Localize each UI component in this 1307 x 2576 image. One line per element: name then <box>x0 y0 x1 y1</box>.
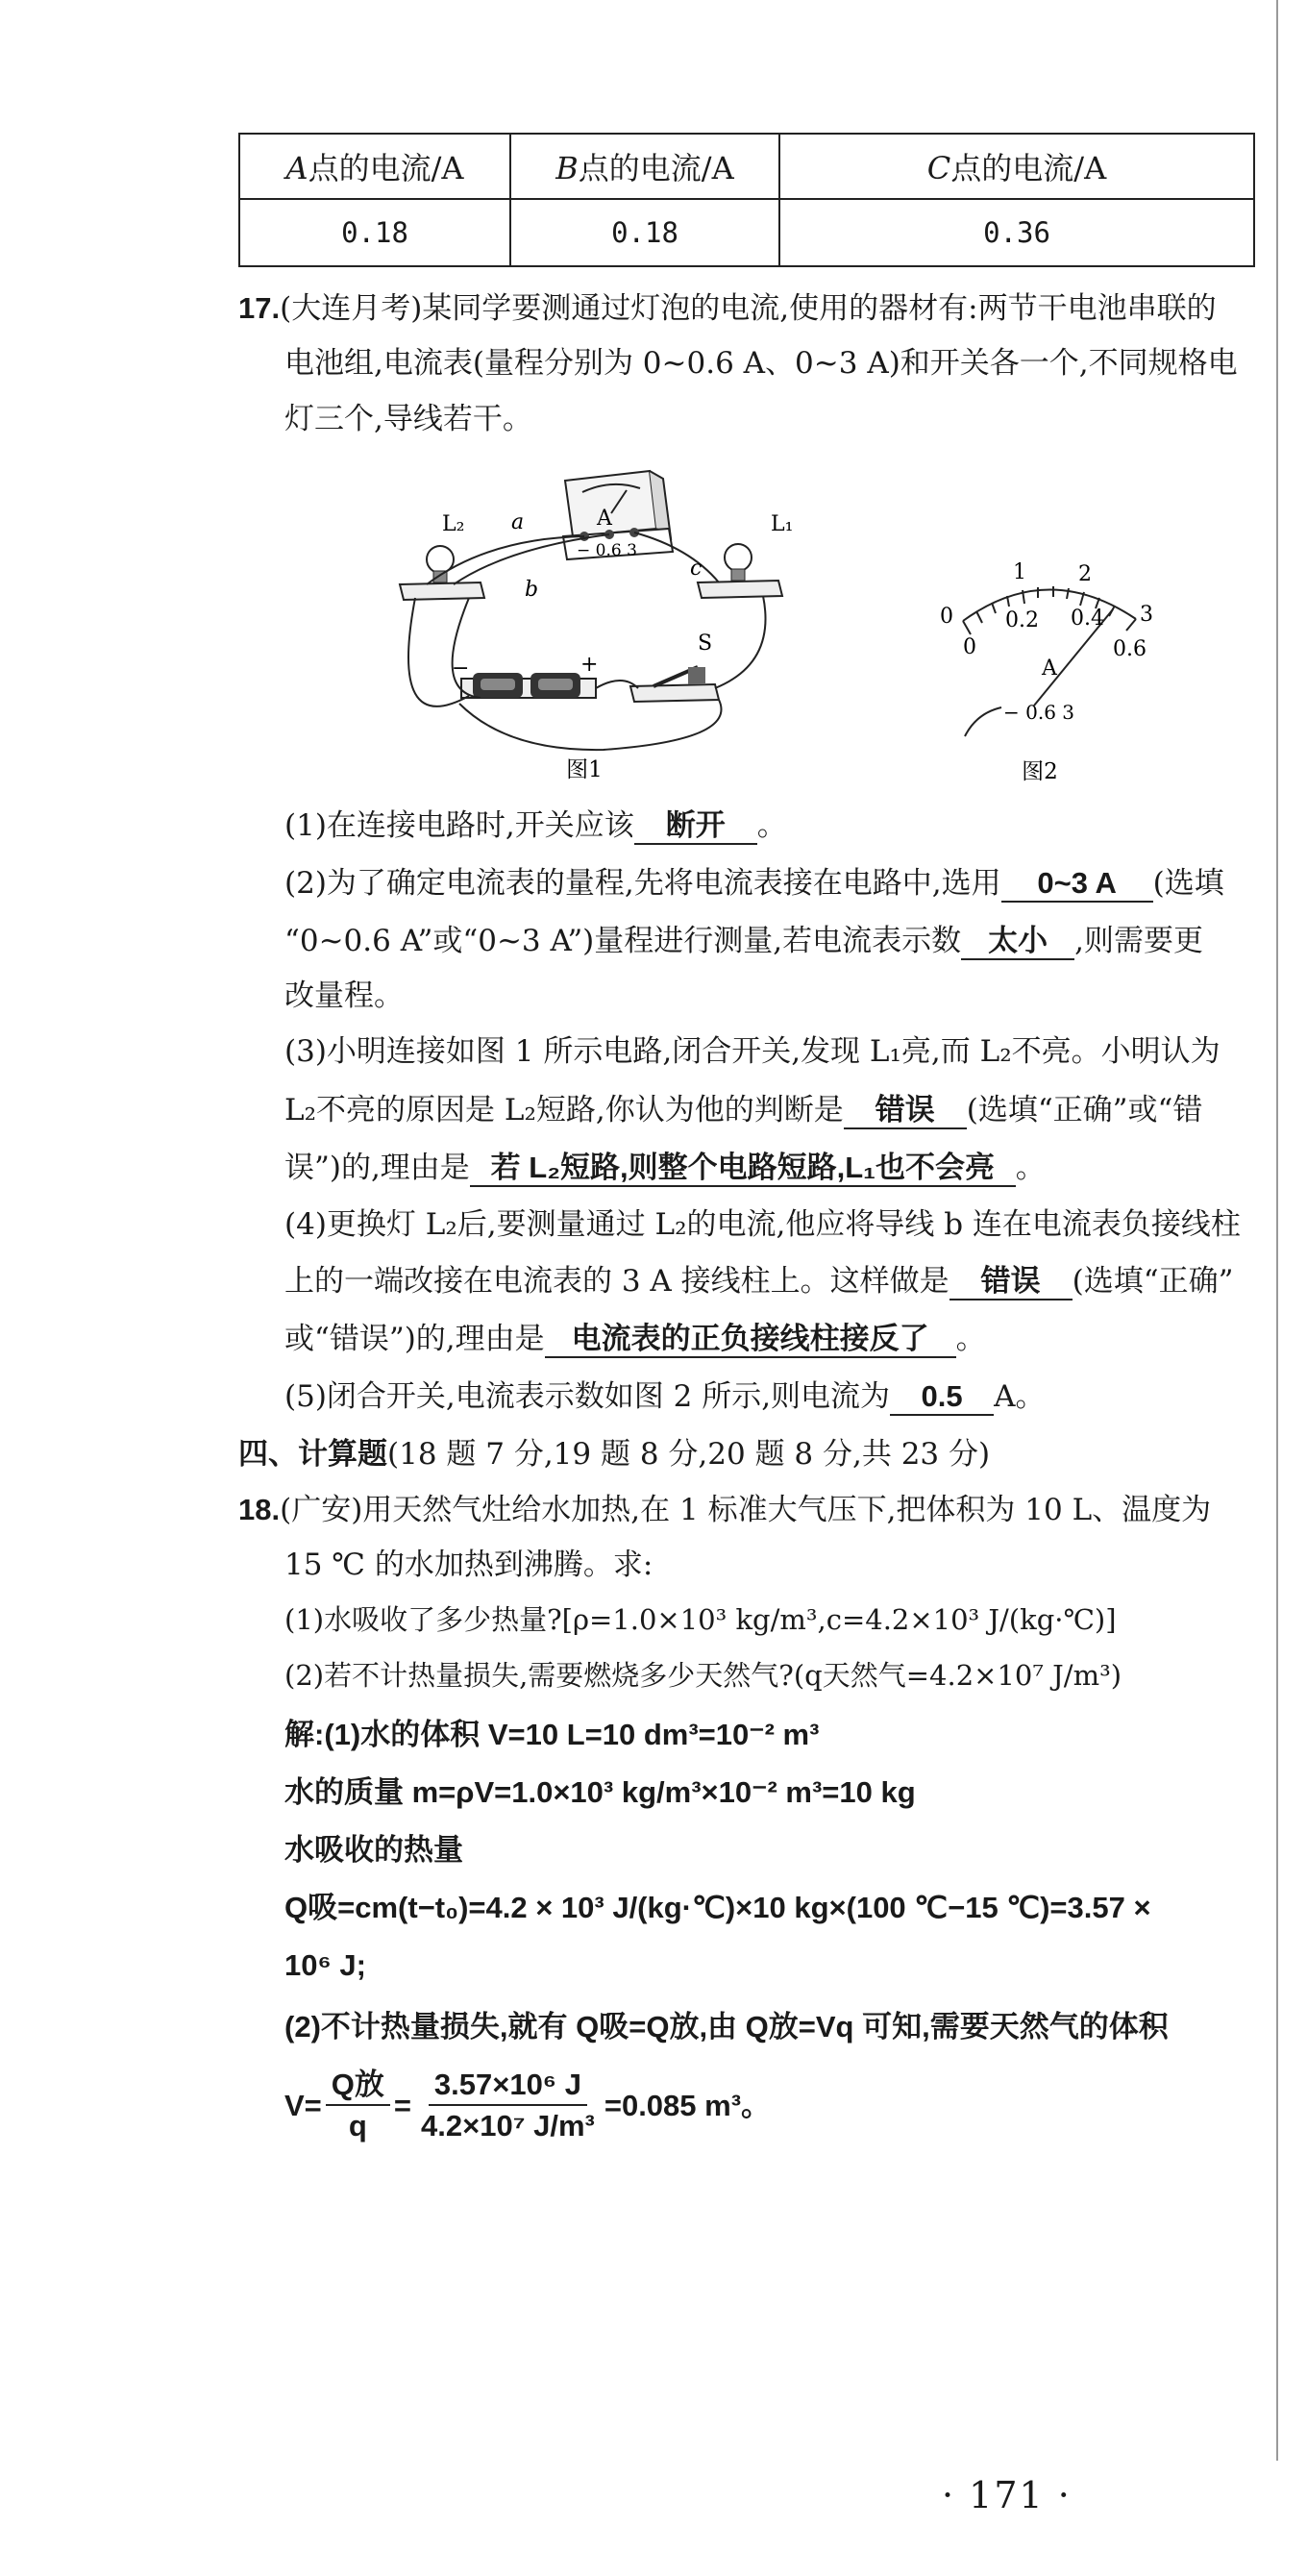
dial-ticks <box>963 586 1136 634</box>
figure-1-circuit <box>392 452 805 788</box>
q17-part-1: (1)在连接电路时,开关应该 断开 。 <box>284 807 787 845</box>
page-edge-rule <box>1276 0 1278 2461</box>
figure-1-caption: 图1 <box>566 757 603 782</box>
dial-bottom-06: 0.6 <box>1113 637 1147 661</box>
lamp-l2-label: L₂ <box>442 512 465 536</box>
figure-2-caption: 图2 <box>1022 759 1058 784</box>
q18-line-2: 15 ℃ 的水加热到沸腾。求: <box>284 1548 654 1582</box>
battery-plus-label: + <box>580 653 599 677</box>
q17-line-2: 电池组,电流表(量程分别为 0~0.6 A、0~3 A)和开关各一个,不同规格电 <box>284 346 1238 381</box>
switch-label: S <box>698 632 713 656</box>
figure-2-ammeter-dial <box>934 548 1165 788</box>
answer-blank-4b: 电流表的正负接线柱接反了 <box>545 1321 956 1358</box>
dial-bottom-04: 0.4 <box>1071 607 1104 631</box>
dial-top-1: 1 <box>1013 560 1026 584</box>
header-c: C点的电流/A <box>779 134 1254 199</box>
q17-part-4-line-2: 上的一端改接在电流表的 3 A 接线柱上。这样做是 错误 (选填“正确” <box>284 1263 1233 1300</box>
fraction-q-over-q: $\frac{\text{Q放}}{q}$ <box>326 2067 390 2143</box>
q17-part-4-line-1: (4)更换灯 L₂后,要测量通过 L₂的电流,他应将导线 b 连在电流表负接线柱 <box>284 1207 1241 1242</box>
solution-line-7: V= $\frac{\text{Q放}}{q}$ = $\frac{\text{3.57×10⁶ J}}{\text{4.2×10⁷ J/m³}}$ =0.085 m³。 <box>284 2068 772 2143</box>
q18-sub-1: (1)水吸收了多少热量?[ρ=1.0×10³ kg/m³,c=4.2×10³ J/(kg·℃)] <box>284 1603 1117 1636</box>
q17-part-3-line-1: (3)小明连接如图 1 所示电路,闭合开关,发现 L₁亮,而 L₂不亮。小明认为 <box>284 1034 1221 1069</box>
q17-part-2-line-3: 改量程。 <box>284 978 404 1013</box>
q17-number: 17. <box>238 291 281 325</box>
value-b: 0.18 <box>510 199 779 266</box>
dial-terminals-label: − 0.6 3 <box>1003 701 1075 724</box>
q17-part-2-line-2: “0~0.6 A”或“0~3 A”)量程进行测量,若电流表示数 太小 ,则需要更 <box>284 923 1203 960</box>
q17-part-5: (5)闭合开关,电流表示数如图 2 所示,则电流为 0.5 A。 <box>284 1378 1045 1416</box>
wire-c-label: c <box>690 557 703 581</box>
value-c: 0.36 <box>779 199 1254 266</box>
solution-line-5: 10⁶ J; <box>284 1948 366 1982</box>
table-header-row <box>239 134 1254 199</box>
page-number: · 171 · <box>942 2474 1072 2516</box>
answer-blank-4a: 错误 <box>949 1263 1073 1300</box>
switch-icon <box>630 667 719 702</box>
lamp-l1-icon <box>698 544 782 598</box>
battery-minus-label: − <box>452 656 470 681</box>
wire-b-label: b <box>525 578 539 602</box>
dial-unit-label: A <box>1042 656 1057 681</box>
dial-top-3: 3 <box>1140 603 1153 627</box>
lamp-l1-label: L₁ <box>771 512 794 536</box>
answer-blank-2a: 0~3 A <box>1001 865 1153 903</box>
q17-line-1: 17.(大连月考)某同学要测通过灯泡的电流,使用的器材有:两节干电池串联的 <box>238 291 1217 326</box>
q18-line-1: 18.(广安)用天然气灶给水加热,在 1 标准大气压下,把体积为 10 L、温度为 <box>238 1493 1212 1527</box>
value-a: 0.18 <box>239 199 510 266</box>
current-table <box>238 133 1255 267</box>
q17-part-4-line-3: 或“错误”)的,理由是 电流表的正负接线柱接反了 。 <box>284 1321 986 1358</box>
dial-bottom-0: 0 <box>963 635 976 659</box>
header-a: A点的电流/A <box>239 134 510 199</box>
header-b: B点的电流/A <box>510 134 779 199</box>
solution-line-6: (2)不计热量损失,就有 Q吸=Q放,由 Q放=Vq 可知,需要天然气的体积 <box>284 2010 1169 2043</box>
dial-bottom-02: 0.2 <box>1005 608 1039 632</box>
q17-part-3-line-3: 误”)的,理由是 若 L₂短路,则整个电路短路,L₁也不会亮 。 <box>284 1150 1046 1187</box>
answer-blank-3a: 错误 <box>844 1092 967 1129</box>
q17-line-3: 灯三个,导线若干。 <box>284 402 532 436</box>
solution-line-1: 解:(1)水的体积 V=10 L=10 dm³=10⁻² m³ <box>284 1718 820 1751</box>
solution-line-2: 水的质量 m=ρV=1.0×10³ kg/m³×10⁻² m³=10 kg <box>284 1775 916 1809</box>
answer-blank-1: 断开 <box>634 807 757 845</box>
answer-blank-2b: 太小 <box>961 923 1074 960</box>
dial-top-0: 0 <box>940 605 953 629</box>
solution-line-3: 水吸收的热量 <box>284 1833 463 1867</box>
ammeter-label: A <box>597 507 612 531</box>
table-row <box>239 199 1254 266</box>
q18-number: 18. <box>238 1493 281 1526</box>
q17-part-2-line-1: (2)为了确定电流表的量程,先将电流表接在电路中,选用 0~3 A (选填 <box>284 865 1224 903</box>
ammeter-terminals-label: − 0.6 3 <box>577 541 637 560</box>
wire-a-label: a <box>511 510 525 534</box>
q18-sub-2: (2)若不计热量损失,需要燃烧多少天然气?(q天然气=4.2×10⁷ J/m³) <box>284 1659 1122 1692</box>
dial-wire <box>965 707 1001 736</box>
q17-part-3-line-2: L₂不亮的原因是 L₂短路,你认为他的判断是 错误 (选填“正确”或“错 <box>284 1092 1202 1129</box>
answer-blank-3b: 若 L₂短路,则整个电路短路,L₁也不会亮 <box>470 1150 1016 1187</box>
dial-top-2: 2 <box>1078 562 1092 586</box>
answer-blank-5: 0.5 <box>890 1378 994 1416</box>
battery-icon <box>461 673 596 698</box>
section-4-heading: 四、计算题(18 题 7 分,19 题 8 分,20 题 8 分,共 23 分) <box>238 1437 991 1472</box>
solution-line-4: Q吸=cm(t−t₀)=4.2 × 10³ J/(kg·℃)×10 kg×(100 ℃−15 ℃)=3.57 × <box>284 1891 1151 1924</box>
fraction-values: $\frac{\text{3.57×10⁶ J}}{\text{4.2×10⁷ J/m³}}$ <box>421 2068 595 2143</box>
